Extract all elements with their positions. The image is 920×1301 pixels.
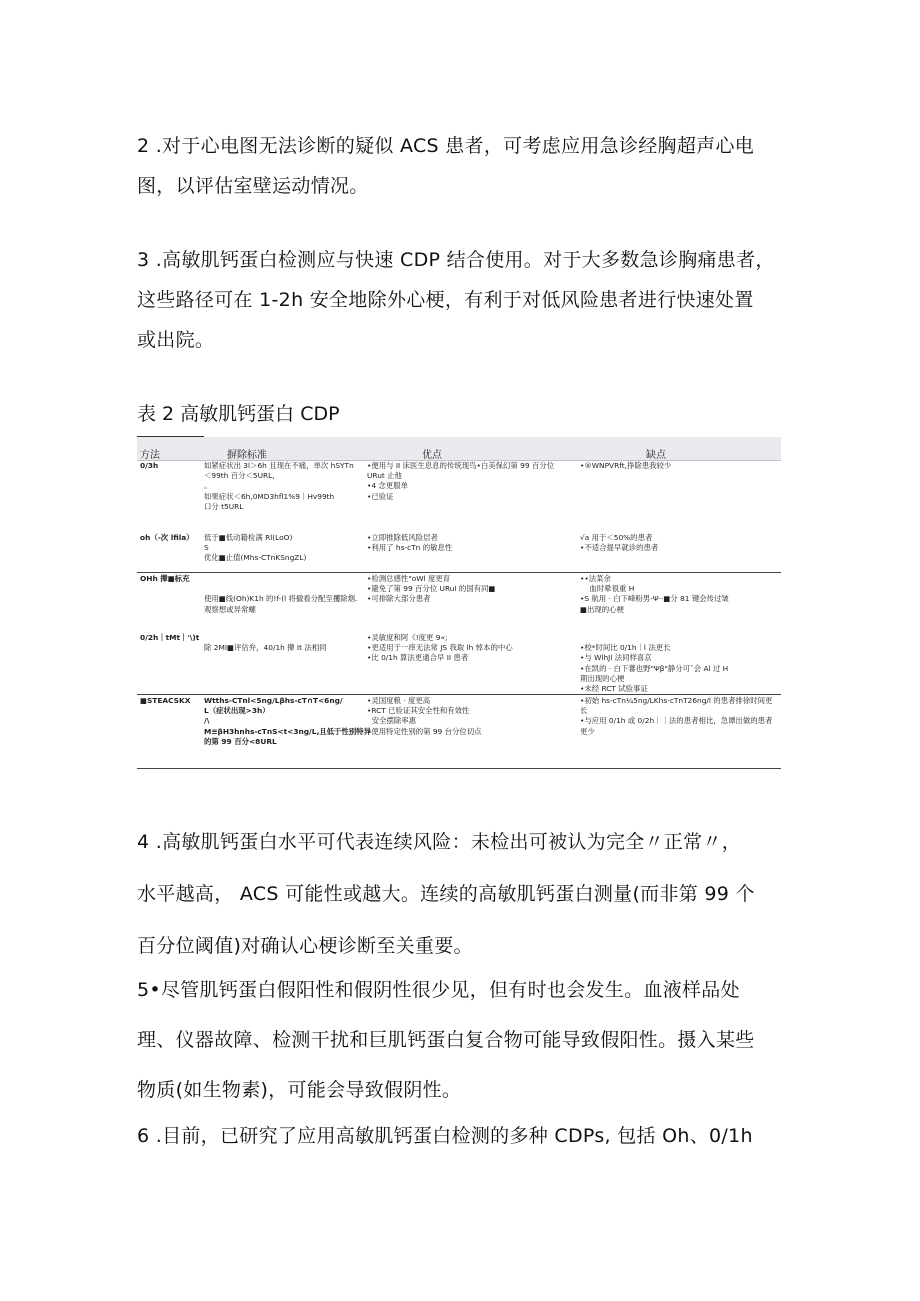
cell-cons: •®WNPVRft,挣除患我较少 (580, 461, 672, 470)
cdp-table (137, 437, 781, 770)
paragraph-line: 4 .高敏肌钙蛋白水平可代表连续风险：未检出可被认为完全〃正常〃， (137, 831, 742, 853)
cell-pros: •灵国度粮 · 度更高 •RCT 已验证其安全性和有效性 安全摆除率惠 •使用特定性别的第 99 台分位切点 (367, 696, 482, 736)
paragraph-line: 百分位阈值)对确认心梗诊断至关重要。 (137, 935, 473, 957)
paragraph-item-3 (137, 240, 787, 360)
table-row (137, 694, 781, 767)
cell-criteria: 低于■低动籍检满 Rl(LoO) S 优化■止值(Mhs-CTnKSngZL) (204, 533, 307, 563)
cell-criteria: Wtths-CTnl<5ng/Lβhs-cT∩T<6ng/ L（症状出现>3h） /\ M≡βH3hnhs-cTnS<t<3ng/L,且低于性别特异 的第 99 百分<8URL (204, 696, 371, 746)
cell-criteria: 使用■线(Oh)K1h 的!f-(l 将撤看分配至攫除烟. 观察想或异常螺 (204, 594, 358, 614)
paragraph-line: 2 .对于心电图无法诊断的疑似 ACS 患者，可考虑应用急诊经胸超声心电 (137, 135, 755, 157)
cell-method: 0/2h｜tMt｜'\)t (140, 633, 200, 642)
cell-pros: •立即推除低风险层者 •利用了 hs-cTn 的敏息性 (367, 533, 453, 553)
cell-method: oh（-次 lfila） (140, 533, 194, 542)
paragraph-line: 图，以评估室壁运动情况。 (137, 175, 369, 197)
cell-method: ■STEACSKX (140, 696, 191, 705)
header-method: 方法 (140, 450, 160, 461)
paragraph-item-6 (137, 1116, 787, 1156)
cell-cons: ••法菜余 血时晕很重 H •S 航用 · 白下峰粉男-Ψ··■分 81 键会传过皱 ■出现的心梗 (580, 574, 729, 614)
table-caption: 表 2 高敏肌钙蛋白 CDP (137, 403, 340, 425)
table-row (137, 633, 781, 693)
cell-criteria: 除 2MI■评估弁，40/1h 撵 It 法相同 (204, 643, 327, 653)
paragraph-item-4 (137, 822, 787, 966)
cell-cons: √a 用于＜50%的患者 •不适合提早就诊的患者 (580, 533, 659, 553)
table-header (137, 437, 781, 461)
cell-pros: •检测总感性"oWl 度更育 •避免了第 99 百分位 URul 的国有同■ •可排除大部分患者 (367, 574, 496, 604)
header-cons: 缺点 (646, 450, 666, 461)
header-pros: 优点 (422, 450, 442, 461)
header-criteria: 摒除标准 (227, 450, 267, 461)
cell-criteria: 如紧症状出 3l＞6h 且现在不痛，单次 hSYTn ＜99th 百分＜5URL, 。 如果症状＜6h,0MD3hfl1%9｜Hv99th 口分 t5URL (204, 461, 354, 511)
table-row (137, 572, 781, 633)
paragraph-line: 这些路径可在 1-2h 安全地除外心梗，有利于对低风险患者进行快速处置 (137, 289, 754, 311)
paragraph-line: 或出院。 (137, 329, 215, 351)
paragraph-line: 6 .目前，已研究了应用高敏肌钙蛋白检测的多种 CDPs, 包括 Oh、0/1h (137, 1125, 753, 1147)
cell-pros: •便用与 II 床医生息息的传统现鸟•白美保幻第 99 百分位 URut 止他 •4 念更服单 •已验证 (367, 461, 555, 501)
cell-method: OHh 撵■标充 (140, 574, 190, 583)
cell-cons: •初始 hs-cTn¼5ng/LKhs-cTnT26ng/l 的患者排徐时间更 长 •与应用 0/1h 或 0/2h｜｜法的患者相比，急谭出做的患者 更少 (580, 696, 773, 736)
table-bottom-rule (137, 768, 781, 769)
table-row (137, 461, 781, 537)
table-row (137, 533, 781, 573)
paragraph-line: 物质(如生物素)，可能会导致假阴性。 (137, 1079, 462, 1101)
cell-method: 0/3h (140, 461, 159, 470)
paragraph-line: 水平越高， ACS 可能性或越大。连续的高敏肌钙蛋白测量(而非第 99 个 (137, 883, 755, 905)
paragraph-item-2 (137, 126, 787, 206)
paragraph-line: 5•尽管肌钙蛋白假阳性和假阴性很少见，但有时也会发生。血液样品处 (137, 979, 740, 1001)
paragraph-line: 理、仪器故障、检测干扰和巨肌钙蛋白复合物可能导致假阳性。摄入某些 (137, 1029, 755, 1051)
paragraph-item-5 (137, 970, 787, 1110)
cell-pros: •灵敏度和阿《!度更 9«; •更适用于一痒无法常 JS 我取 lh 悼本的中心 •比 0/1h 算法更通合早 II 患者 (367, 633, 513, 663)
paragraph-line: 3 .高敏肌钙蛋白检测应与快速 CDP 结合使用。对于大多数急诊胸痛患者， (137, 249, 775, 271)
cell-cons: •校*时间比 0/1h｜l 法更长 •与 WlhJl 法同样喜京 •在凯的 · 白下蕃也野"Ψβ"静分可ˇ会 Al 过 H 期出现的心梗 •未经 RCT 试验事证 (580, 643, 729, 694)
